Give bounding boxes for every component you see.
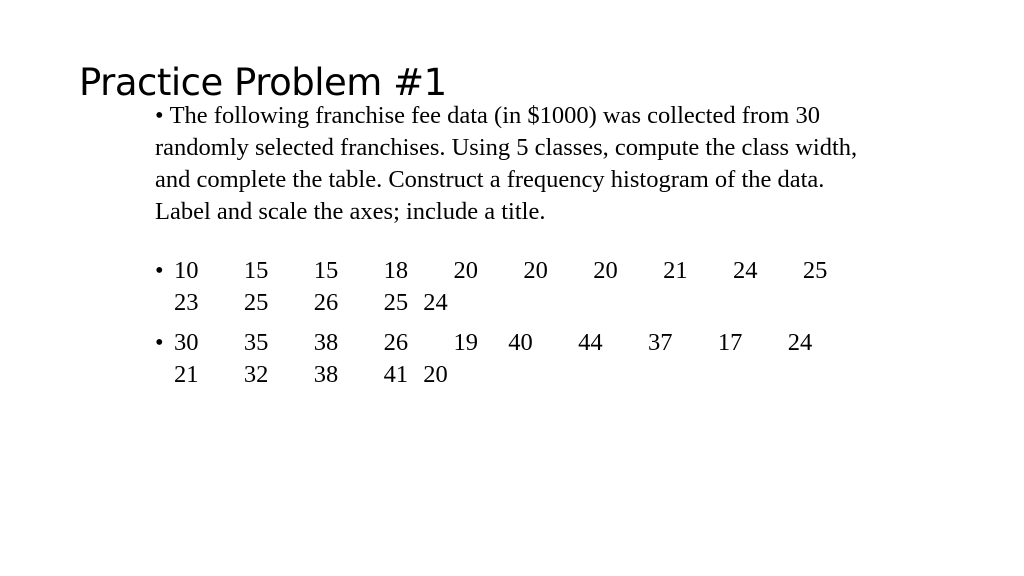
bullet-list	[155, 100, 875, 391]
data-row-2-text: 30 35 38 26 19 40 44 37 17 24 21 32 38 41 20	[174, 329, 858, 388]
data-row-1-text: 10 15 15 18 20 20 20 21 24 25 23 25 26 25 24	[174, 257, 873, 316]
data-row-1-bullet	[155, 255, 875, 319]
problem-statement-text: The following franchise fee data (in $1000) was collected from 30 randomly selected franchises. Using 5 classes, compute the class width, and complete the table. Construct a frequency histogram of the data. Label and scale the axes; include a title.	[155, 102, 858, 225]
problem-statement-bullet	[155, 100, 875, 228]
data-row-2-bullet	[155, 327, 875, 391]
slide-title: Practice Problem #1	[79, 61, 447, 104]
